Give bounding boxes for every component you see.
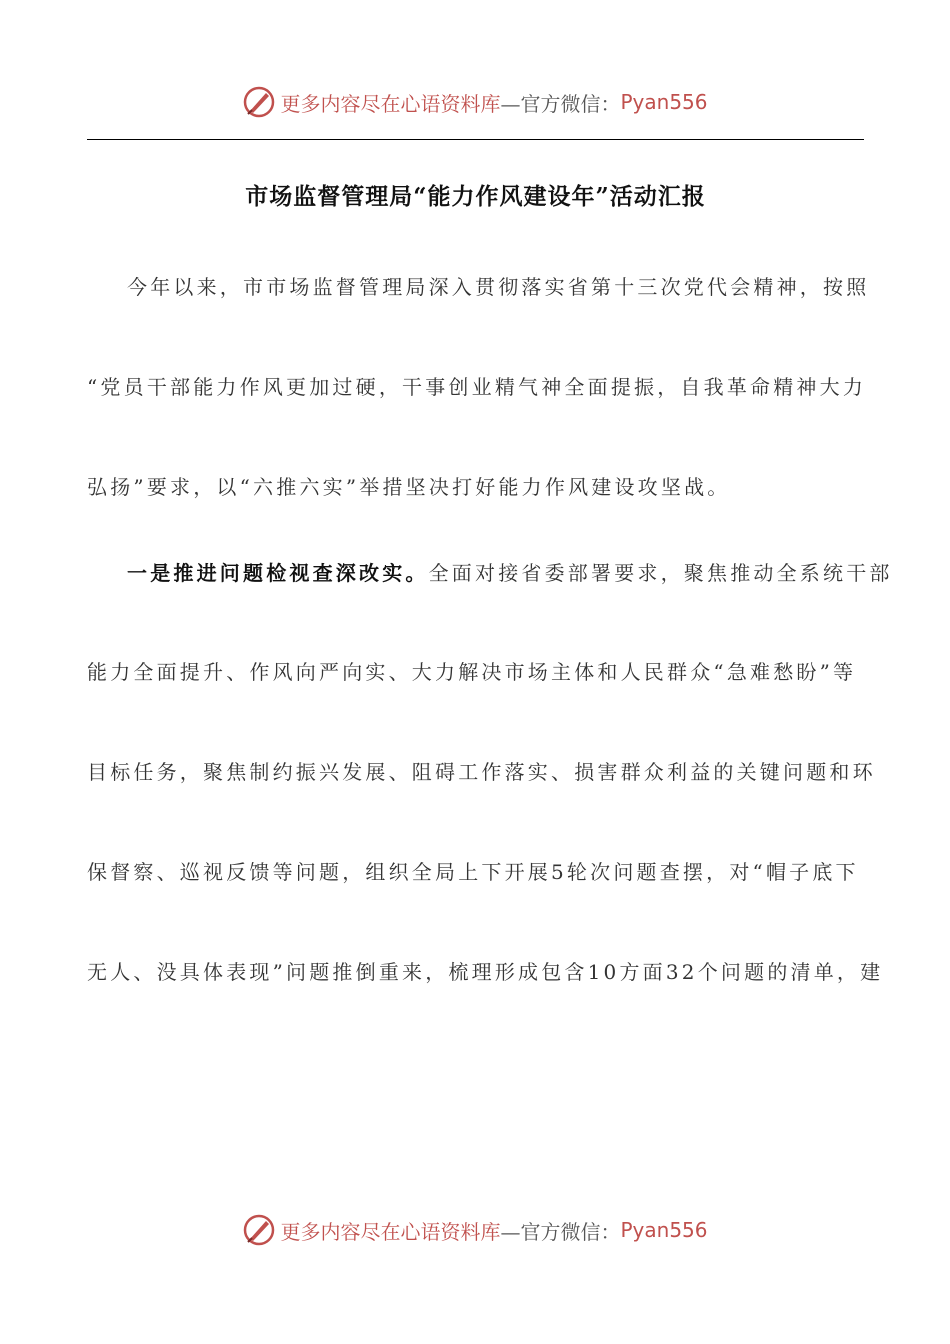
paragraph-line: 能力全面提升、作风向严向实、大力解决市场主体和人民群众“急难愁盼”等 xyxy=(87,660,857,684)
banner-wechat-label: —官方微信： xyxy=(500,91,621,116)
section-heading: 一是推进问题检视查深改实。 xyxy=(127,561,429,585)
footer-banner xyxy=(0,1210,950,1250)
quill-logo-icon xyxy=(242,1213,276,1247)
banner-wechat-label: —官方微信： xyxy=(500,1219,621,1244)
banner-text: 更多内容尽在心语资料库 xyxy=(280,91,501,116)
banner-wechat-id: Pyan556 xyxy=(620,90,708,114)
banner-text: 更多内容尽在心语资料库 xyxy=(280,1219,501,1244)
paragraph-line: 目标任务，聚焦制约振兴发展、阻碍工作落实、损害群众利益的关键问题和环 xyxy=(87,760,876,784)
paragraph-line: 保督察、巡视反馈等问题，组织全局上下开展5轮次问题查摆，对“帽子底下 xyxy=(87,860,859,884)
paragraph-text: 全面对接省委部署要求，聚焦推动全系统干部 xyxy=(428,561,893,585)
paragraph-line: 无人、没具体表现”问题推倒重来，梳理形成包含10方面32个问题的清单，建 xyxy=(87,960,884,984)
paragraph-line: 弘扬”要求，以“六推六实”举措坚决打好能力作风建设攻坚战。 xyxy=(87,475,731,499)
paragraph-line: “党员干部能力作风更加过硬，干事创业精气神全面提振，自我革命精神大力 xyxy=(87,375,867,399)
banner-wechat-id: Pyan556 xyxy=(620,1218,708,1242)
header-divider xyxy=(87,139,864,140)
header-banner xyxy=(0,82,950,122)
paragraph-line xyxy=(87,563,904,583)
paragraph-line: 今年以来，市市场监督管理局深入贯彻落实省第十三次党代会精神，按照 xyxy=(127,275,870,299)
document-title: 市场监督管理局“能力作风建设年”活动汇报 xyxy=(245,183,706,210)
quill-logo-icon xyxy=(242,85,276,119)
